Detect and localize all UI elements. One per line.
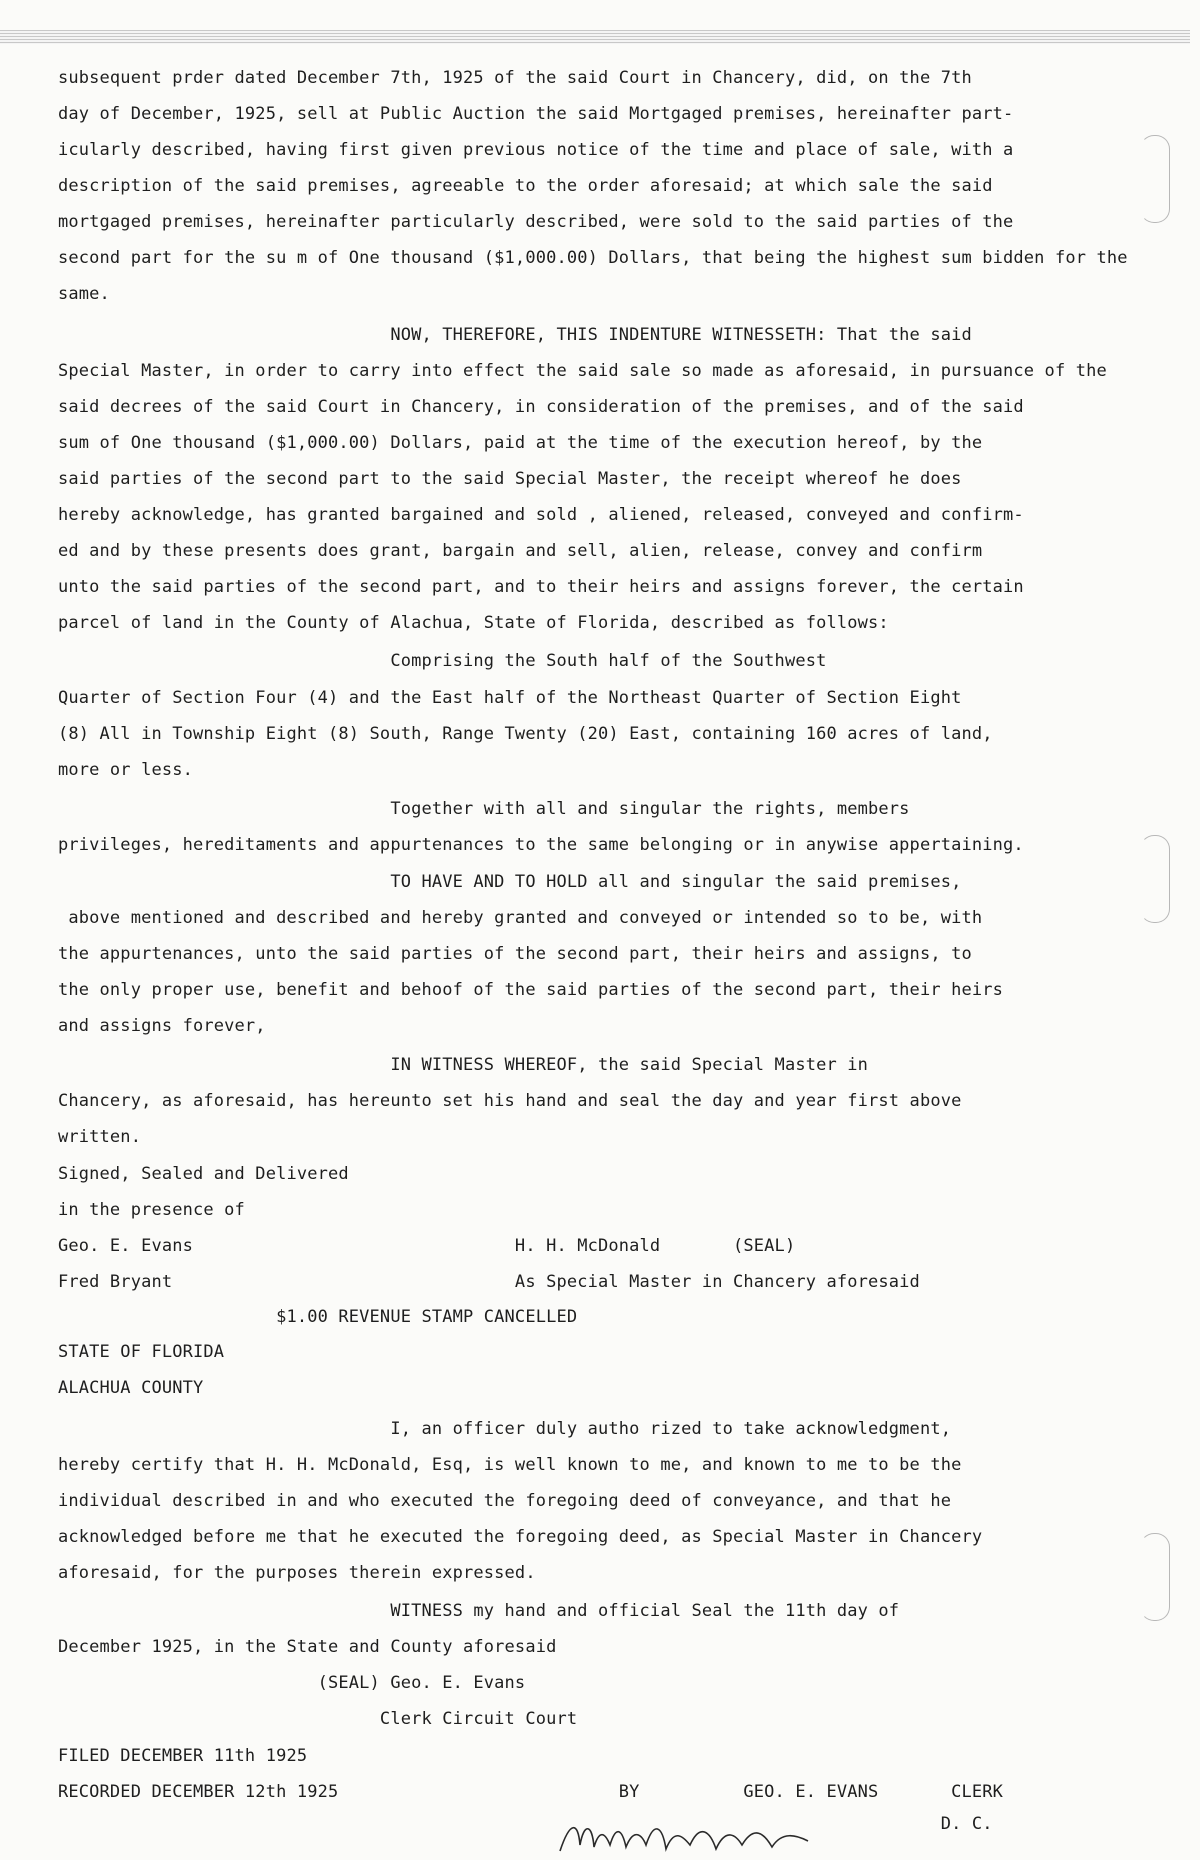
filed-date: FILED DECEMBER 11th 1925 — [58, 1746, 308, 1766]
text-line: ed and by these presents does grant, bargain and sell, alien, release, convey and confirm — [58, 541, 983, 561]
text-line: WITNESS my hand and official Seal the 11th day of — [58, 1601, 900, 1621]
text-line: unto the said parties of the second part, and to their heirs and assigns forever, the certain — [58, 577, 1024, 597]
text-line: acknowledged before me that he executed the foregoing deed, as Special Master in Chancery — [58, 1527, 983, 1547]
text-line: Quarter of Section Four (4) and the East half of the Northeast Quarter of Section Eight — [58, 688, 962, 708]
text-line: I, an officer duly autho rized to take acknowledgment, — [58, 1419, 952, 1439]
text-line: (8) All in Township Eight (8) South, Range Twenty (20) East, containing 160 acres of land, — [58, 724, 993, 744]
text-line: Together with all and singular the rights, members — [58, 799, 910, 819]
text-line: the only proper use, benefit and behoof of the said parties of the second part, their heirs — [58, 980, 1004, 1000]
text-line: same. — [58, 284, 110, 304]
text-line: more or less. — [58, 760, 194, 780]
text-line: and assigns forever, — [58, 1016, 266, 1036]
text-line: Clerk Circuit Court — [58, 1709, 578, 1729]
text-line: NOW, THEREFORE, THIS INDENTURE WITNESSETH: That the said — [58, 325, 972, 345]
deputy-clerk-line: D. C. — [58, 1814, 993, 1834]
text-line: Special Master, in order to carry into effect the said sale so made as aforesaid, in pursuance of the — [58, 361, 1107, 381]
text-line: subsequent prder dated December 7th, 1925 of the said Court in Chancery, did, on the 7th — [58, 68, 972, 88]
text-line: Signed, Sealed and Delivered — [58, 1164, 349, 1184]
binder-ring-hole — [1140, 135, 1170, 223]
binder-ring-hole — [1140, 1533, 1170, 1621]
text-line: STATE OF FLORIDA — [58, 1342, 225, 1362]
text-line: Chancery, as aforesaid, has hereunto set his hand and seal the day and year first above — [58, 1091, 962, 1111]
text-line: TO HAVE AND TO HOLD all and singular the said premises, — [58, 872, 962, 892]
text-line: privileges, hereditaments and appurtenances to the same belonging or in anywise appertaining. — [58, 835, 1024, 855]
text-line: hereby acknowledge, has granted bargained and sold , aliened, released, conveyed and confirm- — [58, 505, 1024, 525]
text-line: aforesaid, for the purposes therein expressed. — [58, 1563, 536, 1583]
text-line: said parties of the second part to the said Special Master, the receipt whereof he does — [58, 469, 962, 489]
text-line: IN WITNESS WHEREOF, the said Special Master in — [58, 1055, 869, 1075]
text-line: in the presence of — [58, 1200, 245, 1220]
text-line: written. — [58, 1127, 142, 1147]
text-line: hereby certify that H. H. McDonald, Esq, is well known to me, and known to me to be the — [58, 1455, 962, 1475]
signature-line: Geo. E. Evans H. H. McDonald (SEAL) — [58, 1236, 796, 1256]
text-line: Comprising the South half of the Southwest — [58, 651, 827, 671]
text-line: day of December, 1925, sell at Public Auction the said Mortgaged premises, hereinafter part- — [58, 104, 1014, 124]
text-line: ALACHUA COUNTY — [58, 1378, 204, 1398]
recorded-line: RECORDED DECEMBER 12th 1925 BY GEO. E. EVANS CLERK — [58, 1782, 1004, 1802]
text-line: said decrees of the said Court in Chancery, in consideration of the premises, and of the said — [58, 397, 1024, 417]
text-line: parcel of land in the County of Alachua, State of Florida, described as follows: — [58, 613, 889, 633]
text-line: the appurtenances, unto the said parties of the second part, their heirs and assigns, to — [58, 944, 972, 964]
page-top-edge — [0, 30, 1190, 44]
text-line: mortgaged premises, hereinafter particularly described, were sold to the said parties of the — [58, 212, 1014, 232]
text-line: (SEAL) Geo. E. Evans — [58, 1673, 526, 1693]
text-line: individual described in and who executed the foregoing deed of conveyance, and that he — [58, 1491, 952, 1511]
revenue-stamp-note: $1.00 REVENUE STAMP CANCELLED — [58, 1307, 578, 1327]
text-line: second part for the su m of One thousand ($1,000.00) Dollars, that being the highest sum bidden for the — [58, 248, 1128, 268]
text-line: above mentioned and described and hereby granted and conveyed or intended so to be, with — [58, 908, 983, 928]
text-line: description of the said premises, agreeable to the order aforesaid; at which sale the said — [58, 176, 993, 196]
text-line: December 1925, in the State and County aforesaid — [58, 1637, 557, 1657]
binder-ring-hole — [1140, 835, 1170, 923]
text-line: icularly described, having first given previous notice of the time and place of sale, with a — [58, 140, 1014, 160]
text-line: sum of One thousand ($1,000.00) Dollars, paid at the time of the execution hereof, by the — [58, 433, 983, 453]
deputy-clerk-signature — [550, 1815, 830, 1861]
signature-line: Fred Bryant As Special Master in Chancery aforesaid — [58, 1272, 920, 1292]
